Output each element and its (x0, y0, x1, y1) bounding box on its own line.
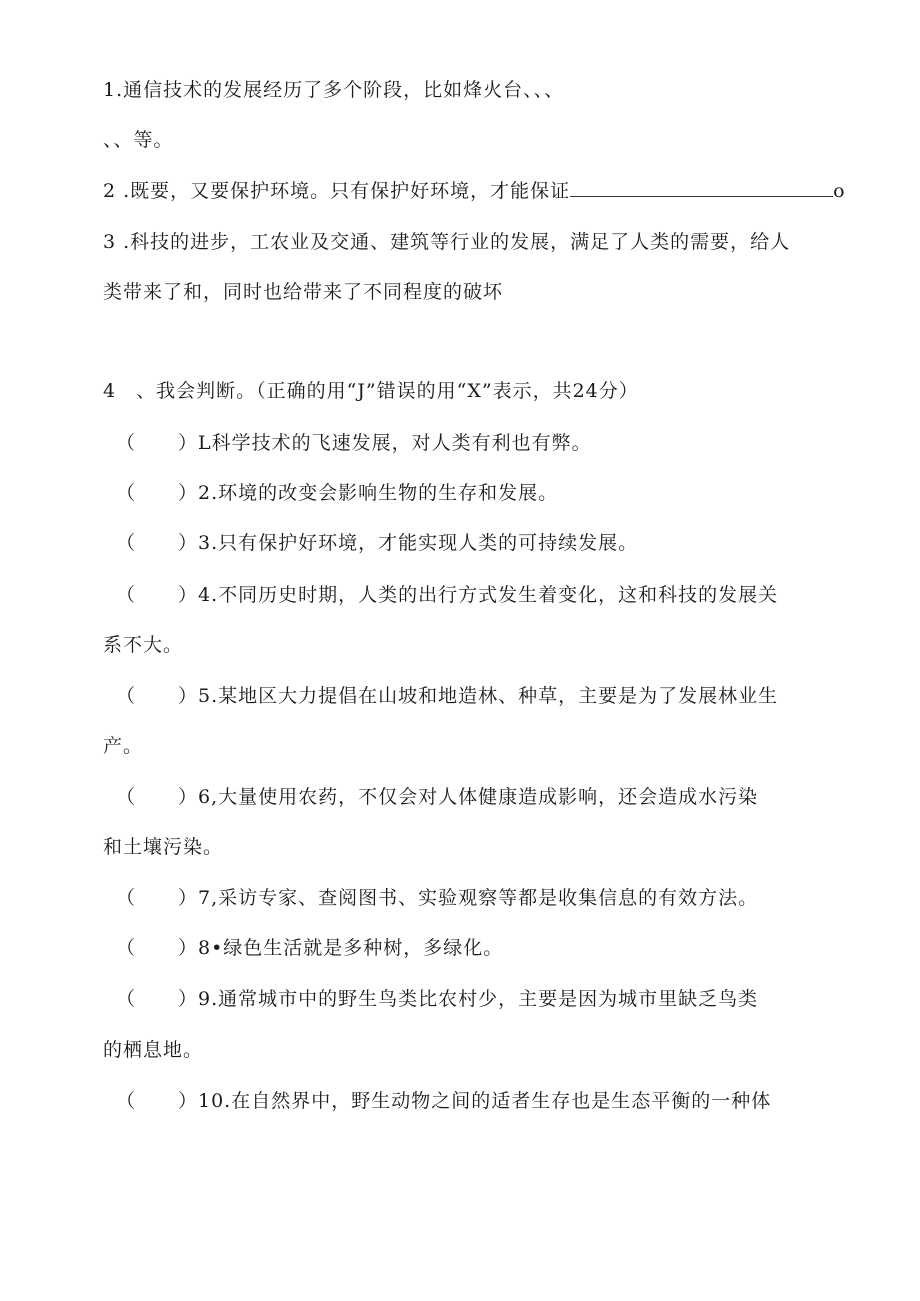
judgement-statement-continued: 和土壤污染。 (103, 836, 224, 858)
question-1-line-1: 1.通信技术的发展经历了多个阶段，比如烽火台、、、 (103, 79, 565, 101)
answer-paren[interactable]: （ (116, 887, 137, 909)
question-1-line-2: 、、等。 (103, 129, 174, 151)
judgement-statement: ）10.在自然界中，野生动物之间的适者生存也是生态平衡的一种体 (178, 1090, 772, 1112)
judgement-statement-continued: 产。 (103, 735, 144, 757)
answer-paren[interactable]: （ (116, 482, 137, 504)
judgement-statement: ）9.通常城市中的野生鸟类比农村少，主要是因为城市里缺乏鸟类 (178, 988, 759, 1010)
answer-blank (570, 178, 833, 197)
judgement-statement: ）L科学技术的飞速发展，对人类有利也有弊。 (178, 432, 592, 454)
answer-paren[interactable]: （ (116, 432, 137, 454)
judgement-statement: ）2.环境的改变会影响生物的生存和发展。 (178, 482, 559, 504)
section-heading: 4 、我会判断。（正确的用“J”错误的用“X”表示，共24分） (103, 380, 639, 402)
judgement-statement-continued: 系不大。 (103, 634, 184, 656)
question-2-text: 2 .既要，又要保护环境。只有保护好环境，才能保证 (103, 180, 571, 202)
answer-paren[interactable]: （ (116, 988, 137, 1010)
judgement-statement: ）5.某地区大力提倡在山坡和地造林、种草，主要是为了发展林业生 (178, 685, 779, 707)
question-3-line-2: 类带来了和，同时也给带来了不同程度的破坏 (103, 281, 504, 303)
judgement-statement-continued: 的栖息地。 (103, 1039, 204, 1061)
answer-paren[interactable]: （ (116, 584, 137, 606)
judgement-statement: ）4.不同历史时期，人类的出行方式发生着变化，这和科技的发展关 (178, 584, 779, 606)
question-3-line-1: 3 .科技的进步，工农业及交通、建筑等行业的发展，满足了人类的需要，给人 (103, 231, 791, 253)
question-2 (103, 178, 846, 204)
question-2-suffix: o (833, 180, 846, 202)
answer-paren[interactable]: （ (116, 937, 137, 959)
answer-paren[interactable]: （ (116, 685, 137, 707)
answer-paren[interactable]: （ (116, 1090, 137, 1112)
judgement-statement: ）6,大量使用农药，不仅会对人体健康造成影响，还会造成水污染 (178, 786, 759, 808)
judgement-statement: ）3.只有保护好环境，才能实现人类的可持续发展。 (178, 532, 639, 554)
answer-paren[interactable]: （ (116, 532, 137, 554)
judgement-statement: ）7,采访专家、查阅图书、实验观察等都是收集信息的有效方法。 (178, 887, 759, 909)
answer-paren[interactable]: （ (116, 786, 137, 808)
judgement-statement: ）8•绿色生活就是多种树，多绿化。 (178, 937, 504, 959)
